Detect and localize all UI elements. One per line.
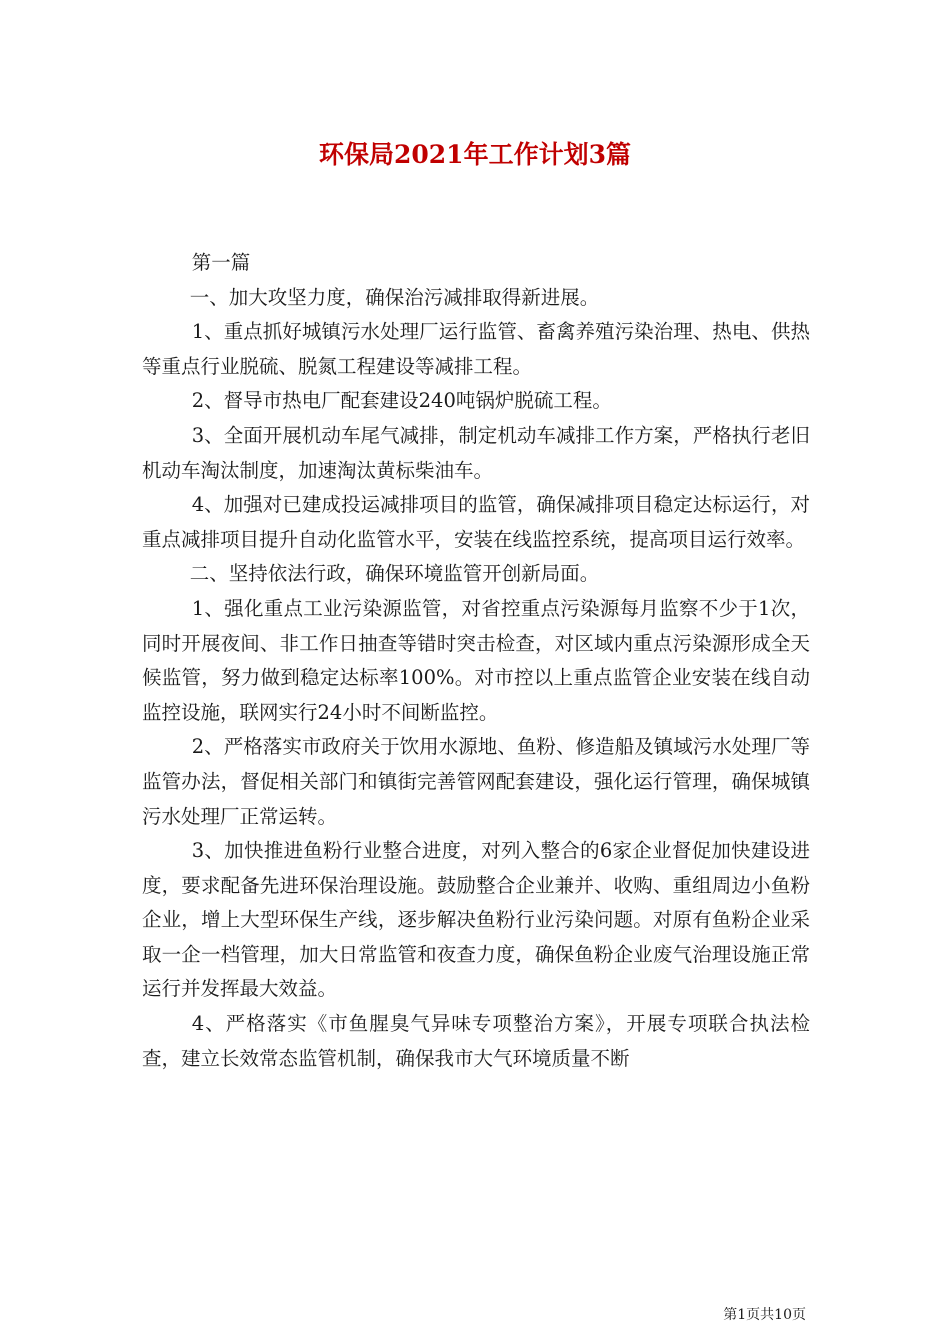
page-number-footer: 第1页共10页 xyxy=(723,1307,806,1323)
paragraph: 3、全面开展机动车尾气减排，制定机动车减排工作方案，严格执行老旧机动车淘汰制度，加速淘汰黄标柴油车。 xyxy=(142,423,810,482)
paragraph: 4、严格落实《市鱼腥臭气异味专项整治方案》，开展专项联合执法检查，建立长效常态监管机制，确保我市大气环境质量不断 xyxy=(142,1012,810,1070)
section-heading: 二、坚持依法行政，确保环境监管开创新局面。 xyxy=(189,562,600,586)
paragraph: 1、重点抓好城镇污水处理厂运行监管、畜禽养殖污染治理、热电、供热等重点行业脱硫、脱氮工程建设等减排工程。 xyxy=(142,320,810,378)
section-heading: 一、加大攻坚力度，确保治污减排取得新进展。 xyxy=(189,285,600,309)
paragraph: 4、加强对已建成投运减排项目的监管，确保减排项目稳定达标运行，对重点减排项目提升自动化监管水平，安装在线监控系统，提高项目运行效率。 xyxy=(142,493,810,551)
document-title: 环保局2021年工作计划3篇 xyxy=(319,140,631,169)
section-label: 第一篇 xyxy=(191,251,251,274)
paragraph: 1、强化重点工业污染源监管，对省控重点污染源每月监察不少于1次，同时开展夜间、非工作日抽查等错时突击检查，对区域内重点污染源形成全天候监管，努力做到稳定达标率100%。对市控以上重点监管企业安装在线自动监控设施，联网实行24小时不间断监控。 xyxy=(142,596,810,724)
document-body xyxy=(142,246,810,1076)
paragraph: 3、加快推进鱼粉行业整合进度，对列入整合的6家企业督促加快建设进度，要求配备先进环保治理设施。鼓励整合企业兼并、收购、重组周边小鱼粉企业，增上大型环保生产线，逐步解决鱼粉行业污染问题。对原有鱼粉企业采取一企一档管理，加大日常监管和夜查力度，确保鱼粉企业废气治理设施正常运行并发挥最大效益。 xyxy=(142,839,810,1001)
paragraph: 2、严格落实市政府关于饮用水源地、鱼粉、修造船及镇域污水处理厂等监管办法，督促相关部门和镇街完善管网配套建设，强化运行管理，确保城镇污水处理厂正常运转。 xyxy=(142,735,810,828)
paragraph: 2、督导市热电厂配套建设240吨锅炉脱硫工程。 xyxy=(191,389,612,413)
